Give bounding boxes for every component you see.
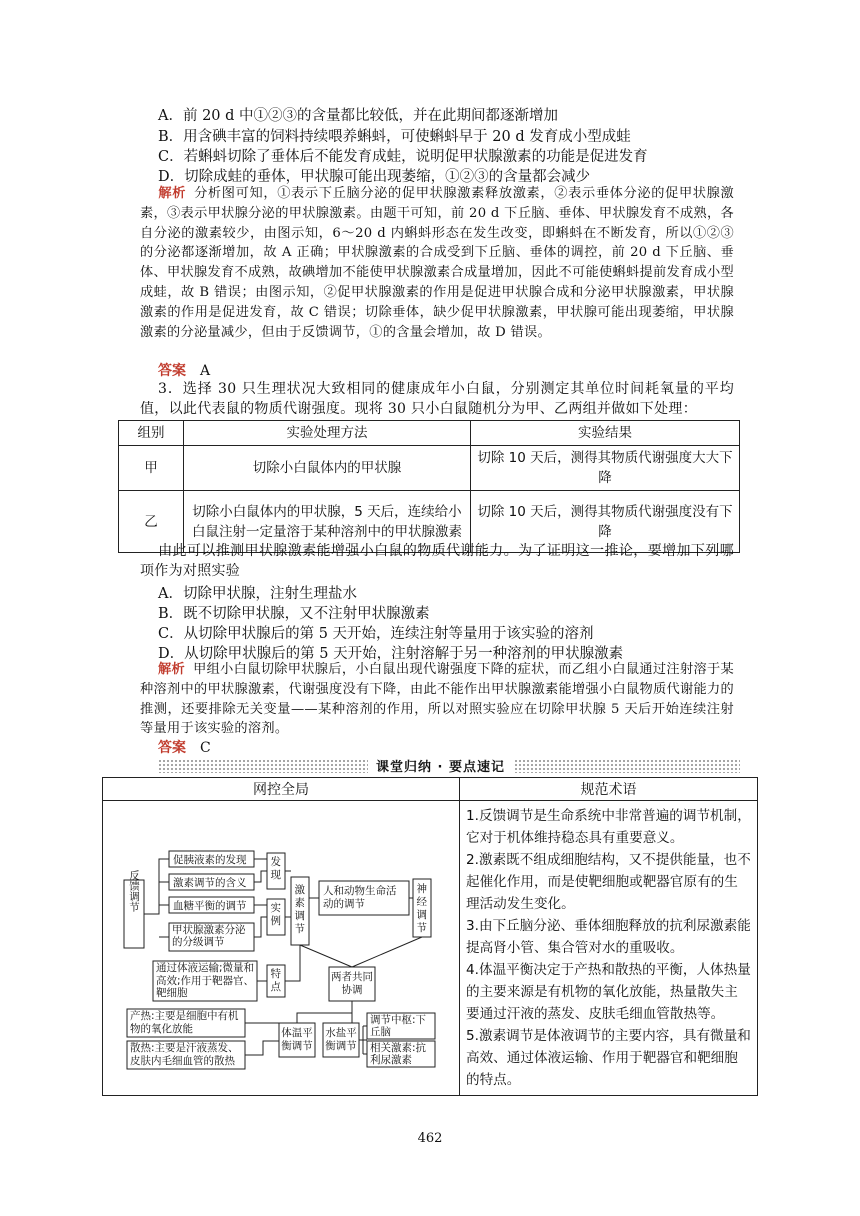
summary-right-header: 规范术语 [460, 778, 758, 801]
term-item: 3.由下丘脑分泌、垂体细胞释放的抗利尿激素能提高肾小管、集合管对水的重吸收。 [466, 918, 751, 956]
diagram-thyroid: 甲状腺激素分泌的分级调节 [172, 924, 246, 948]
analysis-label: 解析 [158, 662, 186, 677]
diagram-temp: 体温平衡调节 [281, 1027, 313, 1052]
diagram-feedback: 反馈调节 [128, 870, 140, 912]
diagram-life: 人和动物生命活动的调节 [323, 885, 397, 910]
diagram-center: 调节中枢:下丘脑 [370, 1014, 427, 1038]
diagram-neural: 神经调节 [416, 883, 427, 934]
q3-followup [140, 541, 734, 581]
concept-map-cell [103, 801, 460, 1096]
diagram-meaning: 激素调节的含义 [173, 877, 247, 889]
table-cell: 甲 [119, 446, 184, 491]
table-cell: 切除 10 天后，测得其物质代谢强度大大下降 [471, 446, 740, 491]
term-item: 5.激素调节是体液调节的主要内容，具有微量和高效、通过体液运输、作用于靶器官和靶细胞的特点。 [466, 1028, 751, 1088]
analysis-text: 分析图可知，①表示下丘脑分泌的促甲状腺激素释放激素，②表示垂体分泌的促甲状腺激素，③表示甲状腺分泌的甲状腺激素。由题干可知，前 20 d 下丘脑、垂体、甲状腺发育不成熟，各自分泌的激素较少，由图示知，6～20 d 内蝌蚪形态在发生改变，即蝌蚪在不断发育，所以①②③的分泌都逐渐增加，故 A 正确；甲状腺激素的合成受到下丘脑、垂体的调控，前 20 d 下丘脑、垂体、甲状腺发育不成熟，故碘增加不能使甲状腺激素合成量增加，因此不可能使蝌蚪提前发育成小型成蛙，故 B 错误；由图示知，②促甲状腺激素的作用是促进甲状腺合成和分泌甲状腺激素，甲状腺激素的作用是促进发育，故 C 错误；切除垂体，缺少促甲状腺激素，甲状腺可能出现萎缩，甲状腺激素的分泌量减少，但由于反馈调节，①的含量会增加，故 D 错误。 [140, 186, 734, 340]
table-cell: 切除小白鼠体内的甲状腺，5 天后，连续给小白鼠注射一定量溶于某种溶剂中的甲状腺激素 [184, 491, 471, 553]
q3-answer [158, 737, 211, 757]
diagram-heat-prod: 产热:主要是细胞中有机物的氧化放能 [130, 1010, 239, 1035]
table-cell: 切除小白鼠体内的甲状腺 [184, 446, 471, 491]
q2-option-b: B．用含碘丰富的饲料持续喂养蝌蚪，可使蝌蚪早于 20 d 发育成小型成蛙 [158, 129, 631, 145]
answer-value: C [200, 740, 211, 756]
table-cell: 切除 10 天后，测得其物质代谢强度没有下降 [471, 491, 740, 553]
page-number: 462 [417, 1131, 443, 1146]
section-banner [158, 759, 740, 773]
concept-map [103, 801, 457, 1085]
table-header: 组别 [119, 421, 184, 446]
q3-stem-text: 3．选择 30 只生理状况大致相同的健康成年小白鼠，分别测定其单位时间耗氧量的平均值，以此代表鼠的物质代谢强度。现将 30 只小白鼠随机分为甲、乙两组并做如下处理： [140, 381, 734, 417]
diagram-both: 两者共同协调 [331, 971, 373, 996]
diagram-example: 实例 [270, 902, 281, 927]
analysis-text: 甲组小白鼠切除甲状腺后，小白鼠出现代谢强度下降的症状，而乙组小白鼠通过注射溶于某种溶剂中的甲状腺激素，代谢强度没有下降，由此不能作出甲状腺激素能增强小白鼠物质代谢能力的推测，还要排除无关变量——某种溶剂的作用，所以对照实验应在切除甲状腺 5 天后开始连续注射等量用于该实验的溶剂。 [140, 662, 734, 737]
diagram-found: 发现 [270, 856, 281, 881]
diagram-feature-text: 通过体液运输;微量和高效;作用于靶器官、靶细胞 [156, 962, 255, 999]
q2-answer [158, 360, 210, 380]
q3-option-c: C．从切除甲状腺后的第 5 天开始，连续注射等量用于该实验的溶剂 [158, 626, 594, 642]
analysis-label: 解析 [158, 186, 187, 201]
answer-value: A [200, 363, 211, 379]
q2-option-c: C．若蝌蚪切除了垂体后不能发育成蛙，说明促甲状腺激素的功能是促进发育 [158, 149, 648, 165]
table-header: 实验结果 [471, 421, 740, 446]
q3-stem [140, 379, 734, 419]
table-row [119, 446, 740, 491]
q2-option-d: D．切除成蛙的垂体，甲状腺可能出现萎缩，①②③的含量都会减少 [158, 169, 591, 185]
term-item: 2.激素既不组成细胞结构，又不提供能量，也不起催化作用，而是使靶细胞或靶器官原有的生理活动发生变化。 [466, 852, 751, 912]
q3-analysis [140, 660, 734, 739]
term-item: 1.反馈调节是生命系统中非常普遍的调节机制，它对于机体维持稳态具有重要意义。 [466, 808, 751, 846]
table-header: 实验处理方法 [184, 421, 471, 446]
q2-option-a: A．前 20 d 中①②③的含量都比较低，并在此期间都逐渐增加 [158, 108, 559, 124]
table-cell: 乙 [119, 491, 184, 553]
q3-option-b: B．既不切除甲状腺，又不注射甲状腺激素 [158, 606, 430, 622]
q3-followup-text: 由此可以推测甲状腺激素能增强小白鼠的物质代谢能力。为了证明这一推论，要增加下列哪项作为对照实验 [140, 543, 734, 579]
terms-cell [460, 801, 758, 1096]
summary-table [102, 777, 758, 1096]
q3-option-a: A．切除甲状腺，注射生理盐水 [158, 586, 357, 602]
experiment-table [118, 420, 740, 553]
answer-label: 答案 [158, 740, 186, 756]
answer-label: 答案 [158, 363, 186, 379]
diagram-feature: 特点 [270, 968, 281, 993]
term-item: 4.体温平衡决定于产热和散热的平衡，人体热量的主要来源是有机物的氧化放能，热量散失主要通过汗液的蒸发、皮肤毛细血管散热等。 [466, 962, 751, 1022]
diagram-water: 水盐平衡调节 [325, 1027, 357, 1052]
diagram-heat-loss: 散热:主要是汗液蒸发、皮肤内毛细血管的散热 [130, 1042, 239, 1067]
diagram-glucose: 血糖平衡的调节 [173, 900, 247, 912]
summary-left-header: 网控全局 [103, 778, 460, 801]
q3-option-d: D．从切除甲状腺后的第 5 天开始，注射溶解于另一种溶剂的甲状腺激素 [158, 646, 624, 662]
banner-title: 课堂归纳 · 要点速记 [368, 756, 513, 775]
q2-analysis [140, 184, 734, 342]
diagram-hormone: 激素调节 [294, 884, 305, 935]
diagram-discovery: 促胰液素的发现 [173, 854, 247, 866]
diagram-related: 相关激素:抗利尿激素 [370, 1042, 427, 1066]
